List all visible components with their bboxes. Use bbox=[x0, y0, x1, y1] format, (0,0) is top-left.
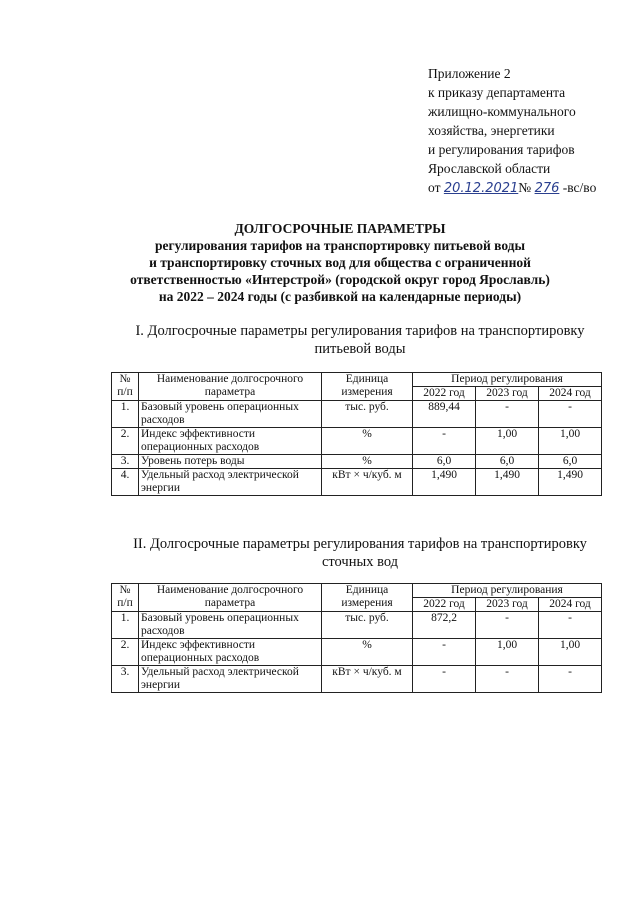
section2-title bbox=[100, 535, 620, 571]
cell-value: 1,00 bbox=[539, 639, 602, 666]
table-row bbox=[112, 401, 602, 428]
header-no: № п/п bbox=[112, 373, 139, 401]
cell-name: Уровень потерь воды bbox=[139, 455, 322, 469]
cell-no: 3. bbox=[112, 666, 139, 693]
title-line: регулирования тарифов на транспортировку питьевой воды bbox=[154, 238, 526, 253]
cell-value: 1,00 bbox=[539, 428, 602, 455]
appendix-line: Ярославской области bbox=[428, 161, 551, 176]
cell-name: Удельный расход электрической энергии bbox=[139, 666, 322, 693]
cell-name: Индекс эффективности операционных расходов bbox=[139, 639, 322, 666]
date-prefix: от bbox=[428, 180, 441, 195]
header-period: Период регулирования bbox=[413, 373, 602, 387]
section2-title-line2: сточных вод bbox=[321, 554, 399, 570]
cell-value: 1,490 bbox=[539, 469, 602, 496]
cell-value: 6,0 bbox=[413, 455, 476, 469]
cell-value: - bbox=[476, 612, 539, 639]
cell-value: 1,00 bbox=[476, 639, 539, 666]
section1-table bbox=[111, 372, 602, 496]
cell-unit: кВт × ч/куб. м bbox=[322, 666, 413, 693]
number-suffix: -вс/во bbox=[562, 180, 597, 195]
title-line: на 2022 – 2024 годы (с разбивкой на календарные периоды) bbox=[158, 289, 522, 304]
table-row bbox=[112, 428, 602, 455]
appendix-line: жилищно-коммунального bbox=[428, 104, 576, 119]
cell-value: - bbox=[476, 666, 539, 693]
header-name: Наименование долгосрочного параметра bbox=[139, 584, 322, 612]
appendix-block bbox=[428, 64, 596, 198]
cell-value: 6,0 bbox=[476, 455, 539, 469]
appendix-line: хозяйства, энергетики bbox=[428, 123, 555, 138]
cell-value: 1,490 bbox=[476, 469, 539, 496]
table-row bbox=[112, 639, 602, 666]
number-sign: № bbox=[518, 180, 532, 195]
section2-table bbox=[111, 583, 602, 693]
header-unit: Единица измерения bbox=[322, 373, 413, 401]
cell-value: - bbox=[539, 666, 602, 693]
table-row bbox=[112, 469, 602, 496]
cell-value: 1,00 bbox=[476, 428, 539, 455]
cell-unit: тыс. руб. bbox=[322, 612, 413, 639]
cell-unit: % bbox=[322, 428, 413, 455]
handwritten-date: 20.12.2021 bbox=[443, 181, 519, 196]
header-no: № п/п bbox=[112, 584, 139, 612]
appendix-line: и регулирования тарифов bbox=[428, 142, 575, 157]
cell-value: 1,490 bbox=[413, 469, 476, 496]
cell-no: 2. bbox=[112, 428, 139, 455]
cell-unit: тыс. руб. bbox=[322, 401, 413, 428]
table-row bbox=[112, 666, 602, 693]
header-year: 2024 год bbox=[539, 387, 602, 401]
title-line: и транспортировку сточных вод для общества с ограниченной bbox=[149, 255, 531, 270]
cell-value: - bbox=[413, 428, 476, 455]
table-row bbox=[112, 612, 602, 639]
cell-no: 4. bbox=[112, 469, 139, 496]
section2-title-line1: II. Долгосрочные параметры регулирования тарифов на транспортировку bbox=[133, 536, 587, 552]
cell-value: - bbox=[539, 401, 602, 428]
cell-unit: % bbox=[322, 639, 413, 666]
header-year: 2024 год bbox=[539, 598, 602, 612]
section1-title-line2: питьевой воды bbox=[314, 341, 406, 357]
table-header-row bbox=[112, 584, 602, 598]
header-unit: Единица измерения bbox=[322, 584, 413, 612]
handwritten-number: 276 bbox=[534, 181, 560, 196]
cell-name: Удельный расход электрической энергии bbox=[139, 469, 322, 496]
cell-name: Индекс эффективности операционных расходов bbox=[139, 428, 322, 455]
cell-no: 2. bbox=[112, 639, 139, 666]
table-row bbox=[112, 455, 602, 469]
order-date-line bbox=[428, 178, 596, 198]
cell-unit: % bbox=[322, 455, 413, 469]
document-title bbox=[100, 220, 580, 305]
appendix-line: к приказу департамента bbox=[428, 85, 566, 100]
cell-no: 3. bbox=[112, 455, 139, 469]
header-year: 2023 год bbox=[476, 598, 539, 612]
cell-name: Базовый уровень операционных расходов bbox=[139, 401, 322, 428]
cell-no: 1. bbox=[112, 401, 139, 428]
cell-value: 889,44 bbox=[413, 401, 476, 428]
cell-value: - bbox=[413, 639, 476, 666]
cell-unit: кВт × ч/куб. м bbox=[322, 469, 413, 496]
title-line: ДОЛГОСРОЧНЫЕ ПАРАМЕТРЫ bbox=[234, 221, 446, 236]
cell-value: 6,0 bbox=[539, 455, 602, 469]
cell-name: Базовый уровень операционных расходов bbox=[139, 612, 322, 639]
title-line: ответственностью «Интерстрой» (городской округ город Ярославль) bbox=[130, 272, 550, 287]
cell-value: - bbox=[539, 612, 602, 639]
header-year: 2022 год bbox=[413, 598, 476, 612]
cell-value: 872,2 bbox=[413, 612, 476, 639]
section1-title-line1: I. Долгосрочные параметры регулирования тарифов на транспортировку bbox=[135, 323, 585, 339]
table-header-row bbox=[112, 373, 602, 387]
cell-no: 1. bbox=[112, 612, 139, 639]
cell-value: - bbox=[413, 666, 476, 693]
header-period: Период регулирования bbox=[413, 584, 602, 598]
header-name: Наименование долгосрочного параметра bbox=[139, 373, 322, 401]
header-year: 2023 год bbox=[476, 387, 539, 401]
appendix-line: Приложение 2 bbox=[428, 66, 511, 81]
cell-value: - bbox=[476, 401, 539, 428]
header-year: 2022 год bbox=[413, 387, 476, 401]
section1-title bbox=[100, 322, 620, 358]
